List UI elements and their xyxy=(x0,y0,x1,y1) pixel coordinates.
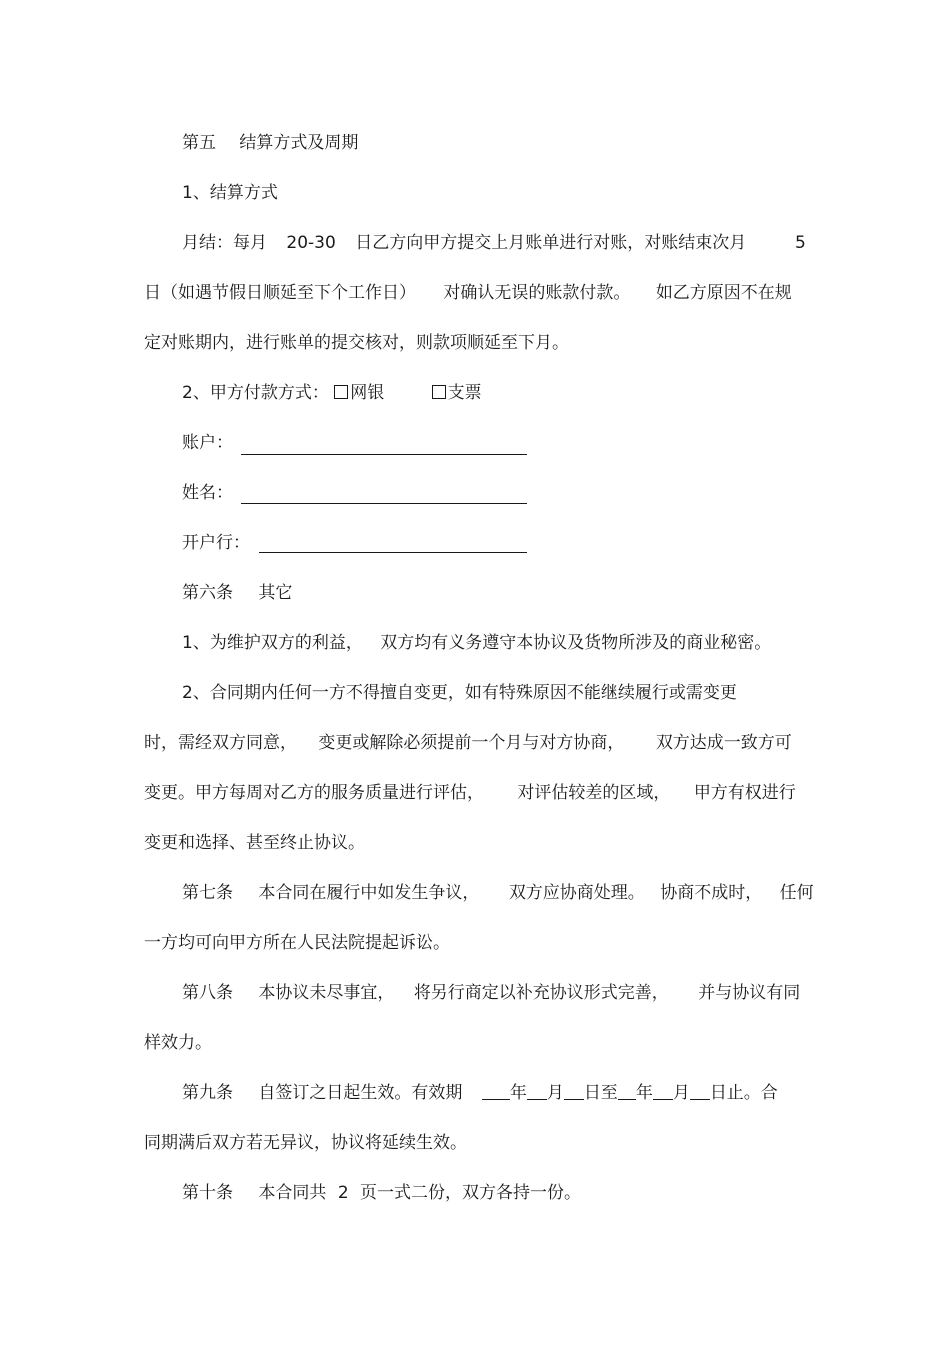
subheading-settlement-method: 1、结算方式 xyxy=(182,183,278,203)
paragraph-line: 样效力。 xyxy=(144,1033,212,1053)
article-6-heading: 第六条 其它 xyxy=(182,583,293,603)
article-number: 第十条 xyxy=(182,1183,233,1203)
month-blank[interactable] xyxy=(653,1081,673,1100)
paragraph-line: 1、为维护双方的利益， 双方均有义务遵守本协议及货物所涉及的商业秘密。 xyxy=(182,633,772,653)
option-label: 网银 xyxy=(350,383,385,403)
name-label: 姓名： xyxy=(182,483,233,503)
article-number: 第八条 xyxy=(182,983,233,1003)
paragraph-line: 时，需经双方同意， 变更或解除必须提前一个月与对方协商， 双方达成一致方可 xyxy=(144,733,792,753)
year-blank[interactable] xyxy=(618,1081,636,1100)
article-number: 第五 xyxy=(182,133,216,153)
checkbox-cheque[interactable] xyxy=(432,385,446,399)
year-blank[interactable] xyxy=(482,1081,510,1100)
article-number: 第九条 xyxy=(182,1083,233,1103)
day-blank[interactable] xyxy=(564,1081,584,1100)
paragraph-line: 变更。甲方每周对乙方的服务质量进行评估， 对评估较差的区域， 甲方有权进行 xyxy=(144,783,796,803)
day-blank[interactable] xyxy=(690,1081,710,1100)
paragraph-line: 月结：每月 20-30 日乙方向甲方提交上月账单进行对账，对账结束次月 xyxy=(182,233,747,253)
article-9-line: 第九条 自签订之日起生效。有效期 年 月 日至 年 月 日止。合 xyxy=(182,1083,778,1103)
article-10-line: 第十条 本合同共 2 页一式二份，双方各持一份。 xyxy=(182,1183,582,1203)
checkbox-online-banking[interactable] xyxy=(334,385,348,399)
name-blank-line[interactable] xyxy=(241,503,527,504)
paragraph-line: 一方均可向甲方所在人民法院提起诉讼。 xyxy=(144,933,450,953)
paragraph-line: 日（如遇节假日顺延至下个工作日） 对确认无误的账款付款。 如乙方原因不在规 xyxy=(144,283,792,303)
paragraph-line: 2、合同期内任何一方不得擅自变更，如有特殊原因不能继续履行或需变更 xyxy=(182,683,737,703)
paragraph-line: 定对账期内，进行账单的提交核对，则款项顺延至下月。 xyxy=(144,333,569,353)
article-5-heading xyxy=(182,130,358,156)
bank-blank-line[interactable] xyxy=(259,552,527,553)
paragraph-line-number: 5 xyxy=(795,233,806,253)
month-blank[interactable] xyxy=(527,1081,547,1100)
payment-method-row: 2、甲方付款方式： 网银 支票 xyxy=(182,383,482,403)
option-label: 支票 xyxy=(447,383,482,403)
bank-label: 开户行： xyxy=(182,533,250,553)
article-title: 结算方式及周期 xyxy=(239,133,359,153)
account-blank-line[interactable] xyxy=(241,454,527,455)
paragraph-line: 变更和选择、甚至终止协议。 xyxy=(144,833,365,853)
article-7-line: 第七条 本合同在履行中如发生争议， 双方应协商处理。 协商不成时， 任何 xyxy=(182,883,814,903)
account-label: 账户： xyxy=(182,433,233,453)
article-number: 第七条 xyxy=(182,883,233,903)
article-8-line: 第八条 本协议未尽事宜， 将另行商定以补充协议形式完善， 并与协议有同 xyxy=(182,983,801,1003)
paragraph-line: 同期满后双方若无异议，协议将延续生效。 xyxy=(144,1133,467,1153)
